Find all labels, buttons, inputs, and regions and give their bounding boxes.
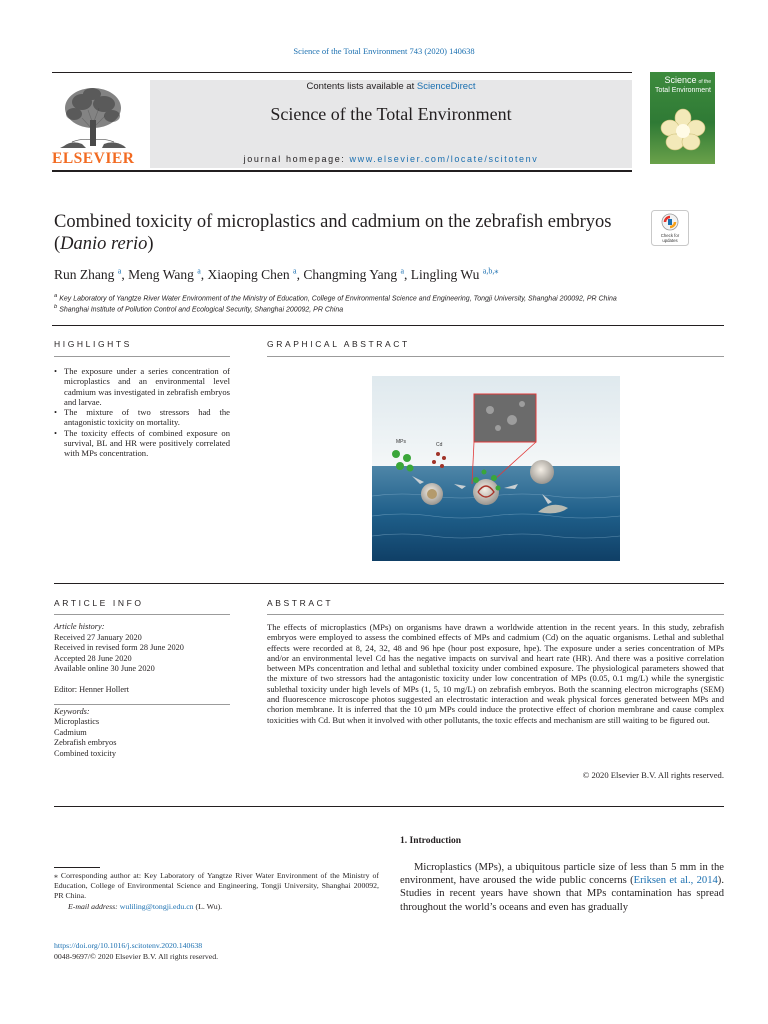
journal-name: Science of the Total Environment <box>270 104 512 124</box>
keyword: Microplastics <box>54 717 100 727</box>
abstract-rule <box>267 614 724 615</box>
elsevier-wordmark: ELSEVIER <box>52 150 135 167</box>
homepage-line: journal homepage: www.elsevier.com/locate/scitotenv <box>243 154 539 164</box>
author: Run Zhang $^a$, <box>54 266 125 282</box>
abstract-text: The effects of microplastics (MPs) on organisms have drawn a worldwide attention in the recent years. In this study, zebrafish embryos were employed to assess the combined effects of MPs and cadmium (Cd) on the aquatic organisms. Lethal and sublethal effects were recorded at 8, 24, 32, 48 and 96 hpe (hour post exposure, hpe). The exposure under a series concentration of MPs and/or an environmental level Cd has the negative impacts on survival and heart rate (HR). And there was a positive correlation between MPs concentration and lethal and sublethal toxicity under combined exposure. The physiological parameters showed that the mixture of two stressors had the antagonistic toxicity under low concentration of MPs (0.05, 0.1 mg/L) while the synergistic sublethal toxicity under high levels of MPs (1, 5, 10 mg/L) on zebrafish embryos. Both the scanning electron micrographs (SEM) and fluorescence microscope photos suggested an electrostatic interaction and weak physical forces generated between MPs and chorion membrane. It is inferred that the 10 μm MPs could induce the protective effect of chorion membrane and cause complex toxicities with Cd. But when it involved with other pollutants, the toxic effects and mechanism are still waiting to be figured out. <box>267 622 724 725</box>
footnote <box>54 871 379 912</box>
editor-line: Editor: Henner Hollert <box>54 684 130 694</box>
graphical-abstract-heading: GRAPHICAL ABSTRACT <box>267 339 410 349</box>
received-date: Received 27 January 2020 <box>54 632 142 642</box>
journal-cover <box>650 72 715 164</box>
author: Meng Wang $^a$, <box>128 266 205 282</box>
article-info-rule <box>54 614 230 615</box>
highlight-item: • The mixture of two stressors had the antagonistic toxicity on mortality. <box>54 407 230 428</box>
online-date: Available online 30 June 2020 <box>54 664 155 674</box>
check-badge-label: Check for <box>660 233 680 238</box>
history-label: Article history: <box>54 622 105 631</box>
issn-line: 0048-9697/© 2020 Elsevier B.V. All rights reserved. <box>54 951 219 961</box>
author: Changming Yang $^a$, <box>303 266 408 282</box>
author-list <box>54 266 674 283</box>
author: Xiaoping Chen $^a$, <box>207 266 300 282</box>
abstract-copyright: © 2020 Elsevier B.V. All rights reserved. <box>582 770 724 780</box>
keyword: Combined toxicity <box>54 748 116 758</box>
keyword: Cadmium <box>54 727 87 737</box>
revised-date: Received in revised form 28 June 2020 <box>54 643 184 653</box>
affiliation-a: $^a$ Key Laboratory of Yangtze River Water Environment of the Ministry of Education, College of Environmental Science and Engineering, Tongji University, Shanghai 200092, PR China <box>54 293 617 303</box>
article-info-block <box>54 622 234 760</box>
top-rule <box>52 72 632 73</box>
affiliation-rule <box>52 325 724 326</box>
graphical-abstract-rule <box>267 356 724 357</box>
banner-bottom-rule <box>52 170 632 172</box>
abstract-heading: ABSTRACT <box>267 598 334 608</box>
highlight-item: • The exposure under a series concentration of microplastics and an environmental level cadmium was investigated in zebrafish embryos and larvae. <box>54 366 230 407</box>
keyword: Zebrafish embryos <box>54 738 117 748</box>
keywords-label: Keywords: <box>54 706 90 716</box>
cover-title: Science of the Total Environment <box>654 75 711 94</box>
check-for-updates-badge[interactable] <box>651 210 689 246</box>
author: Lingling Wu $^{a,b,⁎}$ <box>410 266 499 282</box>
doi-link[interactable]: https://doi.org/10.1016/j.scitotenv.2020.140638 <box>54 941 203 950</box>
svg-text:updates: updates <box>662 238 678 243</box>
accepted-date: Accepted 28 June 2020 <box>54 653 132 663</box>
body-divider-rule <box>54 806 724 807</box>
introduction-heading: 1. Introduction <box>400 836 462 846</box>
doi-block <box>54 941 218 962</box>
highlight-item: • The toxicity effects of combined exposure on survival, BL and HR were positively correlated with MPs concentration. <box>54 428 230 459</box>
highlights-rule <box>54 356 230 357</box>
affiliation-b: $^b$ Shanghai Institute of Pollution Control and Ecological Security, Shanghai 200092, PR China <box>54 304 344 314</box>
citation-eriksen[interactable]: Eriksen et al., 2014 <box>633 875 718 887</box>
ga-label-cd: Cd <box>436 442 443 448</box>
contents-line: Contents lists available at ScienceDirect <box>306 81 476 92</box>
section-divider-rule <box>54 583 724 584</box>
ga-label-mps: MPs <box>396 439 406 445</box>
footnote-rule <box>54 867 100 868</box>
corresponding-author-note: ⁎ Corresponding author at: Key Laboratory of Yangtze River Water Environment of the Ministry of Education, College of Environmental Science and Engineering, Tongji University, Shanghai 200092, PR China. <box>54 871 379 901</box>
graphical-abstract-image <box>372 376 620 561</box>
email-link[interactable]: wuliling@tongji.edu.cn <box>119 901 194 911</box>
citation-link[interactable]: Science of the Total Environment 743 (2020) 140638 <box>293 46 475 56</box>
homepage-link[interactable]: www.elsevier.com/locate/scitotenv <box>349 154 539 164</box>
highlights-heading: HIGHLIGHTS <box>54 339 132 349</box>
highlights-list <box>54 366 230 459</box>
introduction-text: Microplastics (MPs), a ubiquitous particle size of less than 5 mm in the environment, have aroused the wide public concerns (Eriksen et al., 2014). Studies in recent years have shown that MPs contamination has spread throughout the world’s oceans and even has gradually <box>400 862 724 913</box>
article-title: Combined toxicity of microplastics and cadmium on the zebrafish embryos (Danio rerio) <box>54 212 612 254</box>
sciencedirect-link[interactable]: ScienceDirect <box>416 81 476 92</box>
email-line: E-mail address: wuliling@tongji.edu.cn (L. Wu). <box>68 901 223 911</box>
cover-flower-graphic <box>658 108 708 154</box>
article-info-heading: ARTICLE INFO <box>54 598 144 608</box>
